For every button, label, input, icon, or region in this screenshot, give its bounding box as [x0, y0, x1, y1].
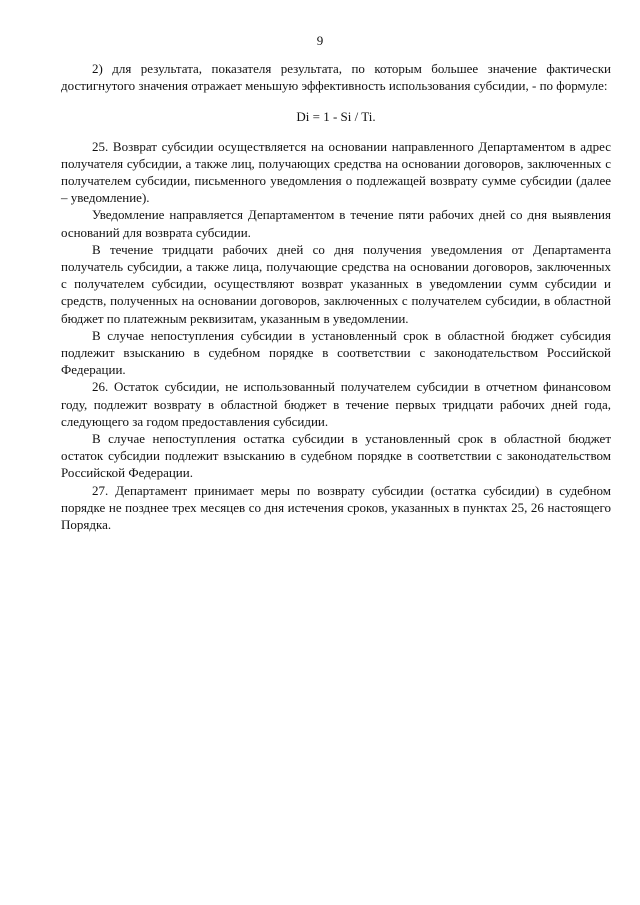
document-body: [61, 60, 611, 533]
paragraph-25-court: В случае непоступления субсидии в установленный срок в областной бюджет субсидия подлежит взысканию в судебном порядке в соответствии с законодательством Российской Федерации.: [61, 327, 611, 378]
paragraph-result-indicator: 2) для результата, показателя результата, по которым большее значение фактически достигнутого значения отражает меньшую эффективность использования субсидии, - по формуле:: [61, 61, 611, 94]
formula: Di = 1 - Si / Ti.: [296, 109, 376, 125]
paragraph-26-court: В случае непоступления остатка субсидии в установленный срок в областной бюджет остаток субсидии подлежит взысканию в судебном порядке в соответствии с законодательством Российской Федерации.: [61, 431, 611, 481]
paragraph-27: 27. Департамент принимает меры по возврату субсидии (остатка субсидии) в судебном порядке не позднее трех месяцев со дня истечения сроков, указанных в пунктах 25, 26 настоящего Порядка.: [61, 482, 611, 533]
paragraph-25-notice: Уведомление направляется Департаментом в течение пяти рабочих дней со дня выявления оснований для возврата субсидии.: [61, 207, 611, 240]
paragraph-25: 25. Возврат субсидии осуществляется на основании направленного Департаментом в адрес получателя субсидии, а также лиц, получающих средства на основании договоров, заключенных с получателем субсидии, письменного уведомления о подлежащей возврату сумме субсидии (далее – уведомление).: [61, 138, 611, 206]
paragraph-26: 26. Остаток субсидии, не использованный получателем субсидии в отчетном финансовом году, подлежит возврату в областной бюджет в течение первых тридцати рабочих дней года, следующего за годом предоставления субсидии.: [61, 379, 611, 429]
page-number: 9: [316, 33, 324, 48]
paragraph-25-return: В течение тридцати рабочих дней со дня получения уведомления от Департамента получатель субсидии, а также лица, получающие средства на основании договоров, заключенных с получателем субсидии, осуществляют возврат указанных в уведомлении сумм субсидии и средств, полученных на основании договоров, заключенных с получателем субсидии, в областной бюджет по платежным реквизитам, указанным в уведомлении.: [61, 241, 611, 326]
